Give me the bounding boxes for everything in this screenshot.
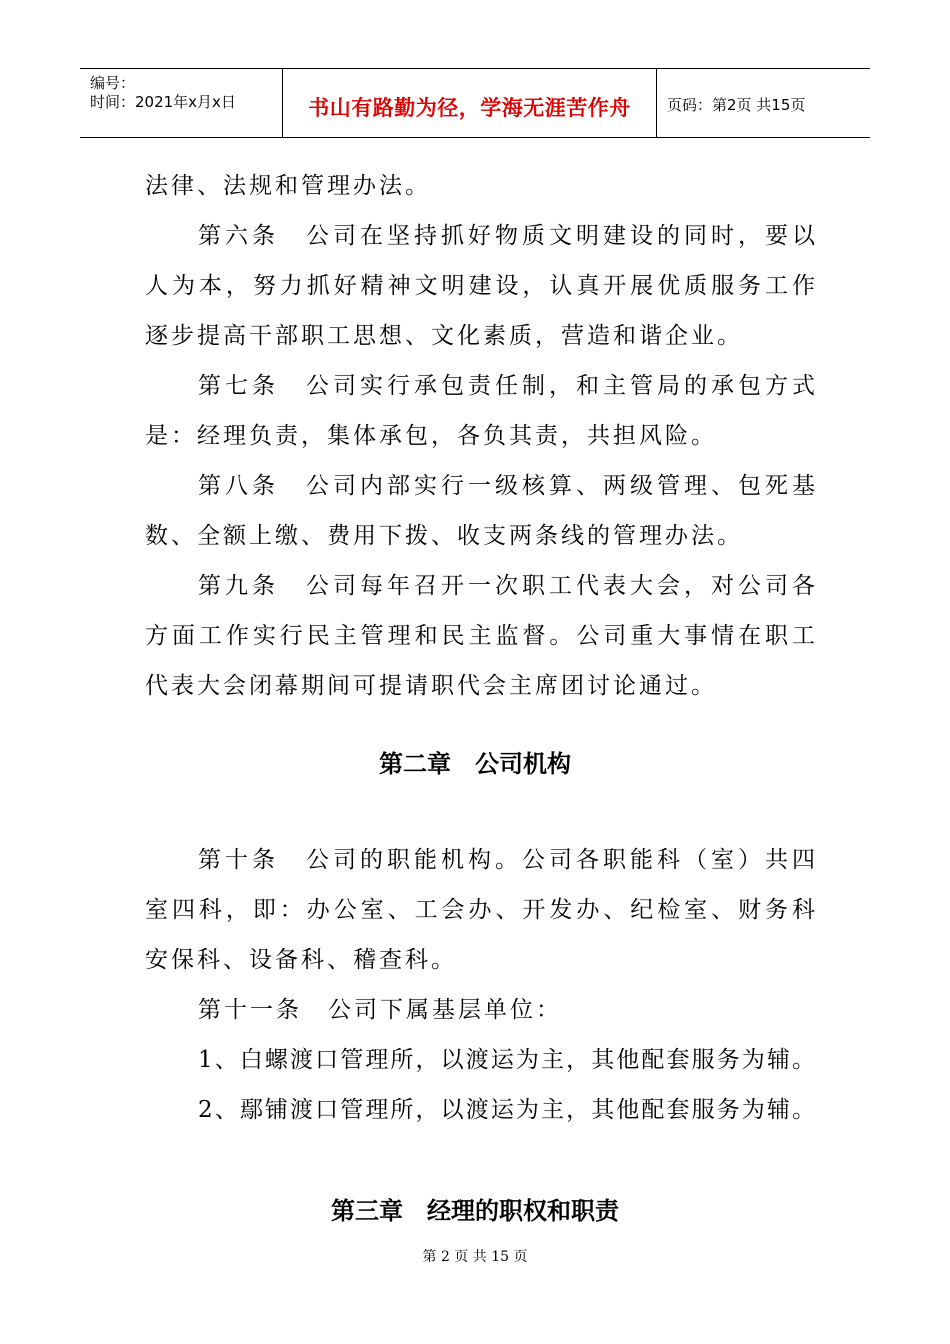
article-6-line-1: 第六条 公司在坚持抓好物质文明建设的同时，要以 <box>198 223 815 249</box>
article-8-line-2: 数、全额上缴、费用下拨、收支两条线的管理办法。 <box>145 523 743 549</box>
header-motto-cell <box>283 69 657 137</box>
article-9-line-2: 方面工作实行民主管理和民主监督。公司重大事情在职工 <box>145 623 815 649</box>
header-info-cell <box>80 69 283 137</box>
article-6-line-3: 逐步提高干部职工思想、文化素质，营造和谐企业。 <box>145 323 743 349</box>
article-9-line-1: 第九条 公司每年召开一次职工代表大会，对公司各 <box>198 573 815 599</box>
article-11-item-1: 1、白螺渡口管理所，以渡运为主，其他配套服务为辅。 <box>198 1047 815 1073</box>
article-7-line-2: 是：经理负责，集体承包，各负其责，共担风险。 <box>145 423 717 449</box>
article-11-item-2: 2、鄢铺渡口管理所，以渡运为主，其他配套服务为辅。 <box>198 1097 815 1123</box>
article-10-line-1: 第十条 公司的职能机构。公司各职能科（室）共四 <box>198 847 815 873</box>
article-9-line-3: 代表大会闭幕期间可提请职代会主席团讨论通过。 <box>145 673 717 699</box>
article-8-line-1: 第八条 公司内部实行一级核算、两级管理、包死基 <box>198 473 815 499</box>
page-footer: 第 2 页 共 15 页 <box>422 1249 528 1265</box>
article-11-line-1: 第十一条 公司下属基层单位： <box>198 997 562 1023</box>
chapter-3-heading: 第三章 经理的职权和职责 <box>331 1197 619 1225</box>
header-page-number: 页码：第2页 共15页 <box>667 96 806 114</box>
article-10-line-2: 室四科，即：办公室、工会办、开发办、纪检室、财务科 <box>145 897 815 923</box>
article-10-line-3: 安保科、设备科、稽查科。 <box>145 947 457 973</box>
doc-date-label: 时间：2021年x月x日 <box>90 93 236 111</box>
doc-number-label: 编号： <box>90 74 136 92</box>
article-7-line-1: 第七条 公司实行承包责任制，和主管局的承包方式 <box>198 373 815 399</box>
text-line: 法律、法规和管理办法。 <box>145 173 431 199</box>
article-6-line-2: 人为本，努力抓好精神文明建设，认真开展优质服务工作 <box>145 273 815 299</box>
page-header <box>80 68 870 138</box>
header-page-cell <box>657 69 870 137</box>
header-motto: 书山有路勤为径，学海无涯苦作舟 <box>308 96 631 120</box>
chapter-2-heading: 第二章 公司机构 <box>379 750 571 778</box>
